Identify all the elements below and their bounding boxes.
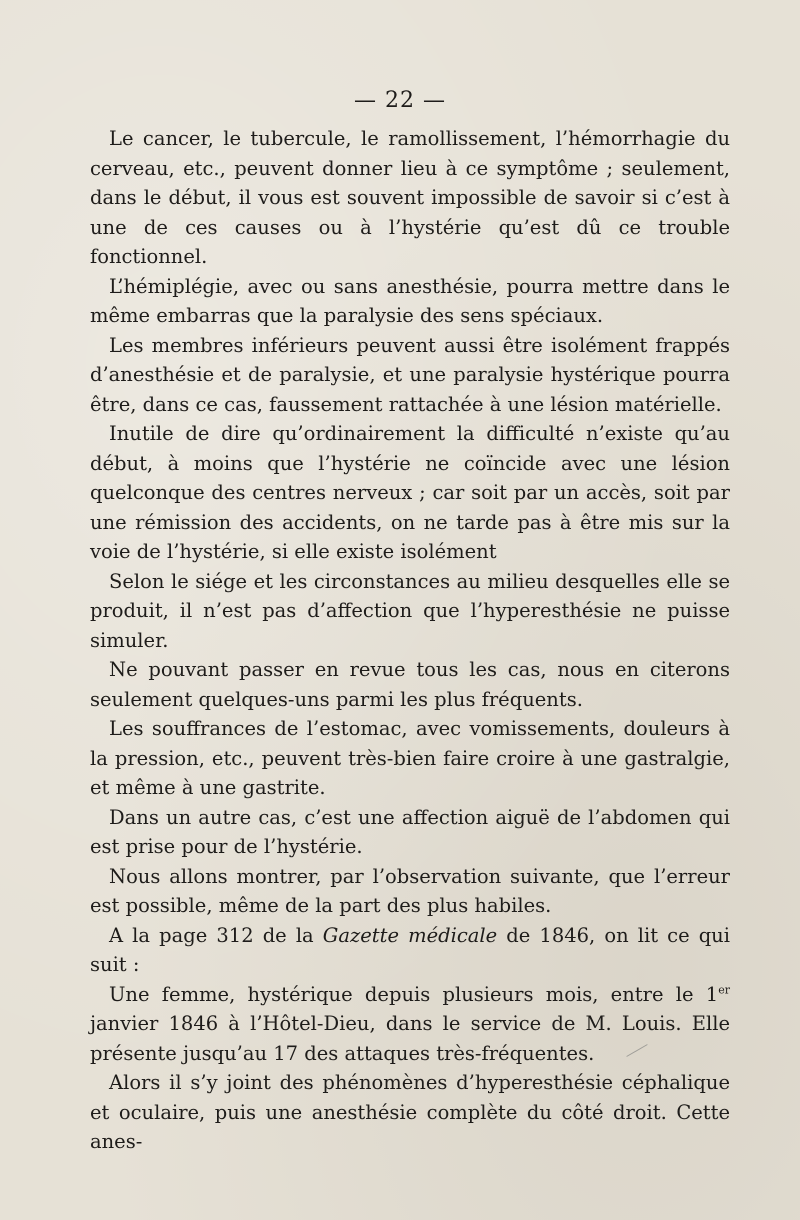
text-run: de 1846, on lit ce qui suit :	[90, 923, 730, 976]
paragraph: L’hémiplégie, avec ou sans anesthésie, pourra mettre dans le même embarras que la paralysie des sens spéciaux.	[90, 274, 730, 327]
paragraph: Les membres inférieurs peuvent aussi être isolément frappés d’anesthésie et de paralysie, et une paralysie hystérique pourra être, dans ce cas, faussement rattachée à une lésion matérielle.	[90, 333, 730, 416]
paragraph: Alors il s’y joint des phénomènes d’hyperesthésie céphalique et oculaire, puis une anesthésie complète du côté droit. Cette anes-	[90, 1071, 730, 1153]
body-text	[90, 124, 730, 1157]
paragraph	[90, 980, 730, 1069]
journal-title: Gazette médicale	[322, 923, 498, 947]
paragraph: Dans un autre cas, c’est une affection aiguë de l’abdomen qui est prise pour de l’hystérie.	[90, 805, 730, 858]
paragraph: Nous allons montrer, par l’observation suivante, que l’erreur est possible, même de la part des plus habiles.	[90, 864, 730, 917]
paragraph: Ne pouvant passer en revue tous les cas, nous en citerons seulement quelques-uns parmi les plus fréquents.	[90, 658, 730, 711]
page-number-header: — 22 —	[354, 88, 446, 113]
paragraph: Selon le siége et les circonstances au milieu desquelles elle se produit, il n’est pas d’affection que l’hyperesthésie ne puisse simuler.	[90, 569, 730, 652]
text-run: Une femme, hystérique depuis plusieurs mois, entre le 1	[109, 982, 719, 1006]
paragraph: Inutile de dire qu’ordinairement la difficulté n’existe qu’au début, à moins que l’hystérie ne coïncide avec une lésion quelconque des centres nerveux ; car soit par un accès, soit par une rémission des accidents, on ne tarde pas à être mis sur la voie de l’hystérie, si elle existe isolément	[90, 422, 730, 563]
text-run: janvier 1846 à l’Hôtel-Dieu, dans le service de M. Louis. Elle présente jusqu’au 17 des attaques très-fréquentes.	[90, 1012, 730, 1065]
paragraph: Les souffrances de l’estomac, avec vomissements, douleurs à la pression, etc., peuvent très-bien faire croire à une gastralgie, et même à une gastrite.	[90, 717, 730, 799]
ordinal-superscript: er	[718, 983, 730, 996]
paragraph	[90, 921, 730, 980]
text-run: A la page 312 de la	[109, 923, 323, 947]
paragraph: Le cancer, le tubercule, le ramollissement, l’hémorrhagie du cerveau, etc., peuvent donner lieu à ce symptôme ; seulement, dans le début, il vous est souvent impossible de savoir si c’est à une de ces causes ou à l’hystérie qu’est dû ce trouble fonctionnel.	[90, 127, 730, 268]
